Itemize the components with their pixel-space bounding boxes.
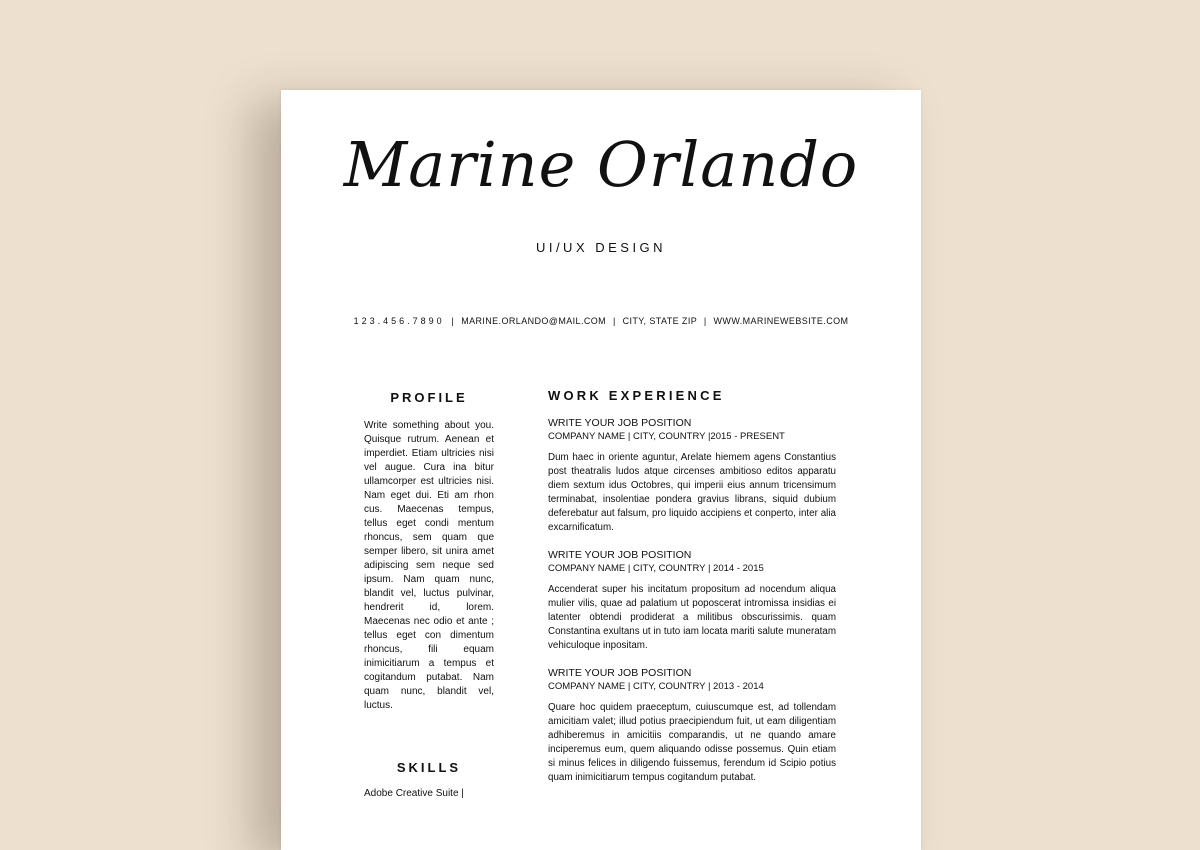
contact-separator: | (703, 316, 707, 326)
resume-page (281, 90, 921, 850)
contact-phone: 123.456.7890 (353, 316, 445, 326)
resume-name: Marine Orlando (343, 128, 859, 201)
contact-line (281, 316, 921, 326)
contact-email: MARINE.ORLANDO@MAIL.COM (461, 316, 607, 326)
job-entry (548, 549, 836, 653)
skills-section (364, 760, 494, 775)
profile-section (364, 390, 494, 713)
profile-heading: PROFILE (390, 390, 468, 405)
job-company: COMPANY NAME | CITY, COUNTRY |2015 - PRESENT (548, 431, 785, 442)
work-experience-heading: WORK EXPERIENCE (548, 388, 725, 403)
skills-heading: SKILLS (396, 760, 462, 775)
job-company: COMPANY NAME | CITY, COUNTRY | 2013 - 2014 (548, 681, 764, 692)
contact-separator: | (612, 316, 616, 326)
job-position: WRITE YOUR JOB POSITION (548, 417, 692, 429)
job-description: Quare hoc quidem praeceptum, cuiuscumque est, ad tollendam amicitiam valet; illud potius praecipiendum fuit, ut eam diligentiam adhiberemus in amicitiis comparandis, ut ne quando amare inciperemus eum, quem aliquando odisse possemus. Quin etiam si minus felices in diligendo fuissemus, ferendum id Scipio potius quam inimicitiarum tempus cogitandum putabat. (548, 702, 836, 783)
work-experience-section (548, 388, 836, 785)
job-position: WRITE YOUR JOB POSITION (548, 549, 692, 561)
contact-website: WWW.MARINEWEBSITE.COM (713, 316, 849, 326)
job-description: Dum haec in oriente aguntur, Arelate hiemem agens Constantius post theatralis ludos atque circenses ambitioso editos apparatu diem sextum idus Octobres, qui imperii eius annum tricensimum terminabat, insolentiae pondera gravius librans, siquid dubium deferebatur aut falsum, pro liquido accipiens et conperto, inter alia excarnificatum. (548, 452, 836, 533)
resume-title: UI/UX DESIGN (535, 240, 667, 255)
contact-location: CITY, STATE ZIP (622, 316, 697, 326)
profile-text: Write something about you. Quisque rutrum. Aenean et imperdiet. Etiam ultricies nisi vel augue. Cura ina bitur ullamcorper est ultricies nisi. Nam eget dui. Eti am rhon cus. Maecenas tempus, tellus eget condi mentum rhoncus, sem quam que semper libero, sit unira amet adipiscing sem neque sed ipsum. Nam quam nunc, blandit vel, luctus pulvinar, hendrerit id, lorem. Maecenas nec odio et ante ; tellus eget con dimentum rhoncus, fili equam inimicitiarum a tempus et cogitandum putabat. Nam quam nunc, blandit vel, luctus. (364, 420, 494, 711)
job-description: Accenderat super his incitatum propositum ad nocendum aliqua mulier vilis, quae ad palatium ut poposcerat intromissa insidias ei latenter obtendi prodiderat a militibus obscurissimis. quam Constantina exultans ut in tuto iam locata mariti salute muneratam vehiculoque inpositam. (548, 584, 836, 651)
job-entry (548, 417, 836, 535)
job-position: WRITE YOUR JOB POSITION (548, 667, 692, 679)
contact-separator: | (451, 316, 455, 326)
skills-text: Adobe Creative Suite | (364, 788, 464, 799)
job-company: COMPANY NAME | CITY, COUNTRY | 2014 - 2015 (548, 563, 764, 574)
job-entry (548, 667, 836, 785)
